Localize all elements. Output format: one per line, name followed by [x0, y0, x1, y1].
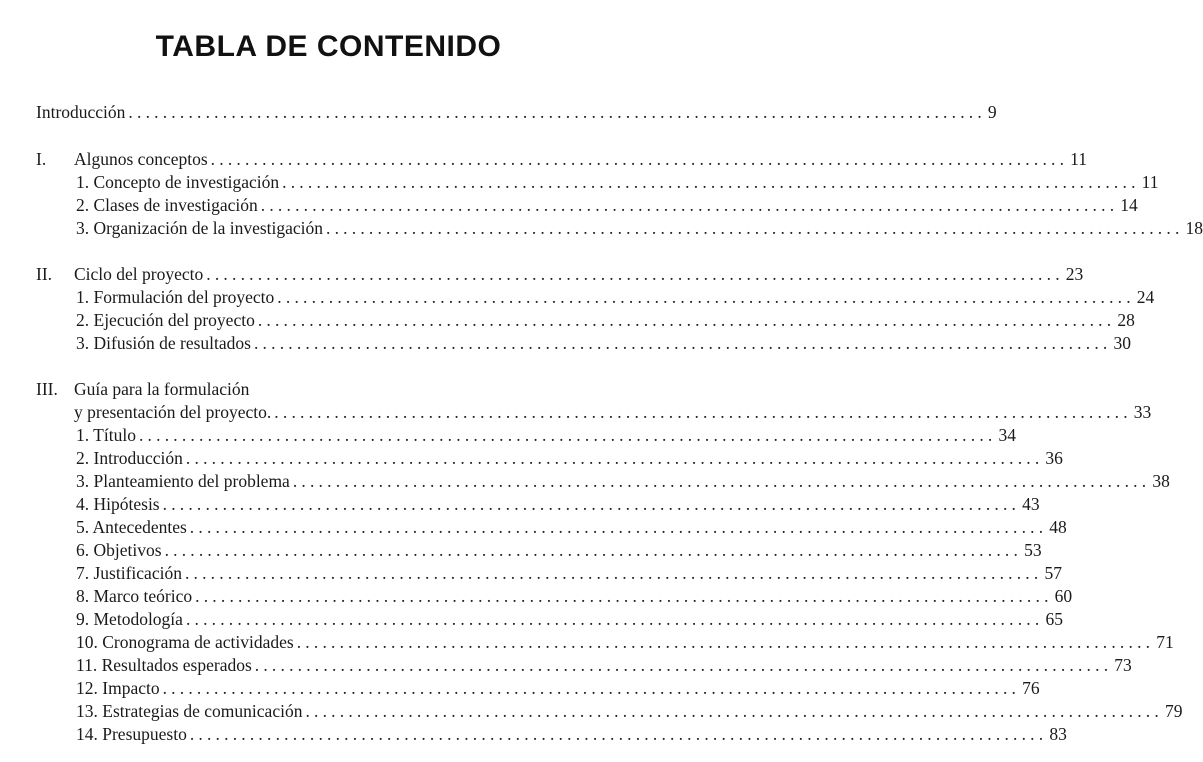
toc-entry-page: 83: [1049, 724, 1067, 744]
toc-entry: [76, 194, 1138, 216]
dot-leader: ....................................................................................................: [162, 494, 1021, 514]
toc-entry-page: 48: [1049, 517, 1067, 537]
toc-entry-label: 3. Difusión de resultados: [76, 333, 251, 353]
toc-entry: [76, 171, 1159, 193]
dot-leader: ....................................................................................................: [254, 655, 1113, 675]
toc-entry: [76, 332, 1131, 354]
dot-leader: ....................................................................................................: [305, 701, 1163, 721]
dot-leader: ....................................................................................................: [206, 264, 1064, 284]
dot-leader: ....................................................................................................: [292, 471, 1151, 491]
toc-entry-label: 9. Metodología: [76, 609, 183, 629]
toc-section-heading: [74, 148, 1088, 170]
toc-entry: [76, 585, 1073, 607]
toc-entry-page: 36: [1045, 448, 1063, 468]
toc-entry: [76, 309, 1135, 331]
toc-entry: [76, 286, 1155, 308]
toc-section-heading-line1: Guía para la formulación: [74, 379, 250, 399]
toc-entry: [76, 608, 1063, 630]
section-numeral: I.: [36, 149, 47, 169]
dot-leader: ....................................................................................................: [185, 448, 1044, 468]
toc-entry: [76, 700, 1183, 722]
toc-entry-label: 1. Título: [76, 425, 136, 445]
toc-entry-page: 79: [1164, 701, 1183, 721]
dot-leader: ....................................................................................................: [128, 102, 986, 122]
dot-leader: ....................................................................................................: [260, 195, 1119, 215]
toc-entry-label: Introducción: [36, 102, 126, 122]
dot-leader: ....................................................................................................: [195, 586, 1053, 606]
toc-entry-label: 8. Marco teórico: [76, 586, 193, 606]
toc-entry-label: 11. Resultados esperados: [76, 655, 252, 675]
toc-entry: [76, 470, 1170, 492]
section-numeral: III.: [36, 379, 58, 399]
toc-entry-label: 2. Ejecución del proyecto: [76, 310, 255, 330]
dot-leader: ....................................................................................................: [210, 149, 1069, 169]
toc-entry: [76, 493, 1040, 515]
dot-leader: ....................................................................................................: [326, 218, 1184, 238]
toc-entry-page: 60: [1054, 586, 1073, 606]
toc-section-heading: [74, 401, 1152, 423]
toc-entry-label: 12. Impacto: [76, 678, 160, 698]
toc-entry: [76, 516, 1067, 538]
toc-entry-page: 71: [1156, 632, 1174, 652]
toc-entry-page: 11: [1141, 172, 1159, 192]
dot-leader: ....................................................................................................: [282, 172, 1140, 192]
dot-leader: ....................................................................................................: [189, 724, 1048, 744]
dot-leader: ....................................................................................................: [277, 287, 1135, 307]
toc-entry-label: 6. Objetivos: [76, 540, 162, 560]
toc-entry-page: 65: [1045, 609, 1063, 629]
section-numeral: II.: [36, 264, 53, 284]
toc-entry: [76, 631, 1174, 653]
dot-leader: ....................................................................................................: [253, 333, 1112, 353]
toc-entry-page: 43: [1022, 494, 1040, 514]
dot-leader: ....................................................................................................: [138, 425, 997, 445]
toc-entry-page: 76: [1022, 678, 1040, 698]
toc-entry-page: 28: [1117, 310, 1135, 330]
toc-entry-introduccion: [36, 101, 997, 123]
dot-leader: ....................................................................................................: [257, 310, 1116, 330]
toc-entry: [76, 539, 1042, 561]
toc-entry: [76, 217, 1203, 239]
toc-entry-label: 1. Concepto de investigación: [76, 172, 280, 192]
toc-entry-label: 2. Clases de investigación: [76, 195, 258, 215]
toc-entry-label: 1. Formulación del proyecto: [76, 287, 275, 307]
toc-entry-page: 53: [1024, 540, 1042, 560]
dot-leader: ....................................................................................................: [296, 632, 1155, 652]
toc-entry-page: 23: [1065, 264, 1084, 284]
toc-entry: [76, 654, 1132, 676]
dot-leader: ....................................................................................................: [185, 609, 1044, 629]
page-title: TABLA DE CONTENIDO: [155, 30, 502, 63]
toc-entry-page: 24: [1136, 287, 1155, 307]
toc-entry-page: 14: [1120, 195, 1138, 215]
toc-entry-label: 14. Presupuesto: [76, 724, 187, 744]
toc-entry-label: 10. Cronograma de actividades: [76, 632, 294, 652]
toc-entry-label: y presentación del proyecto.: [74, 402, 272, 422]
toc-entry-page: 18: [1185, 218, 1203, 238]
dot-leader: ....................................................................................................: [189, 517, 1048, 537]
toc-entry-label: 13. Estrategias de comunicación: [76, 701, 303, 721]
toc-entry-page: 38: [1152, 471, 1170, 491]
toc-entry: [76, 424, 1016, 446]
dot-leader: ....................................................................................................: [274, 402, 1132, 422]
toc-section-heading: [74, 263, 1084, 285]
toc-entry-page: 33: [1133, 402, 1152, 422]
toc-entry-page: 30: [1113, 333, 1131, 353]
toc-entry-label: Algunos conceptos: [74, 149, 208, 169]
toc-entry-label: 7. Justificación: [76, 563, 182, 583]
toc-entry-page: 11: [1070, 149, 1088, 169]
toc-entry-label: 4. Hipótesis: [76, 494, 160, 514]
dot-leader: ....................................................................................................: [164, 540, 1023, 560]
toc-entry-page: 73: [1114, 655, 1132, 675]
toc-entry-page: 57: [1044, 563, 1062, 583]
toc-entry-page: 9: [987, 102, 997, 122]
toc-entry-label: 2. Introducción: [76, 448, 183, 468]
toc-entry: [76, 447, 1063, 469]
toc-entry-label: 3. Planteamiento del problema: [76, 471, 290, 491]
dot-leader: ....................................................................................................: [162, 678, 1021, 698]
toc-entry: [76, 723, 1067, 745]
dot-leader: ....................................................................................................: [184, 563, 1043, 583]
toc-entry-label: Ciclo del proyecto: [74, 264, 204, 284]
toc-entry: [76, 677, 1040, 699]
toc-entry-page: 34: [998, 425, 1016, 445]
toc-entry-label: 3. Organización de la investigación: [76, 218, 324, 238]
toc-entry-label: 5. Antecedentes: [76, 517, 187, 537]
toc-entry: [76, 562, 1062, 584]
